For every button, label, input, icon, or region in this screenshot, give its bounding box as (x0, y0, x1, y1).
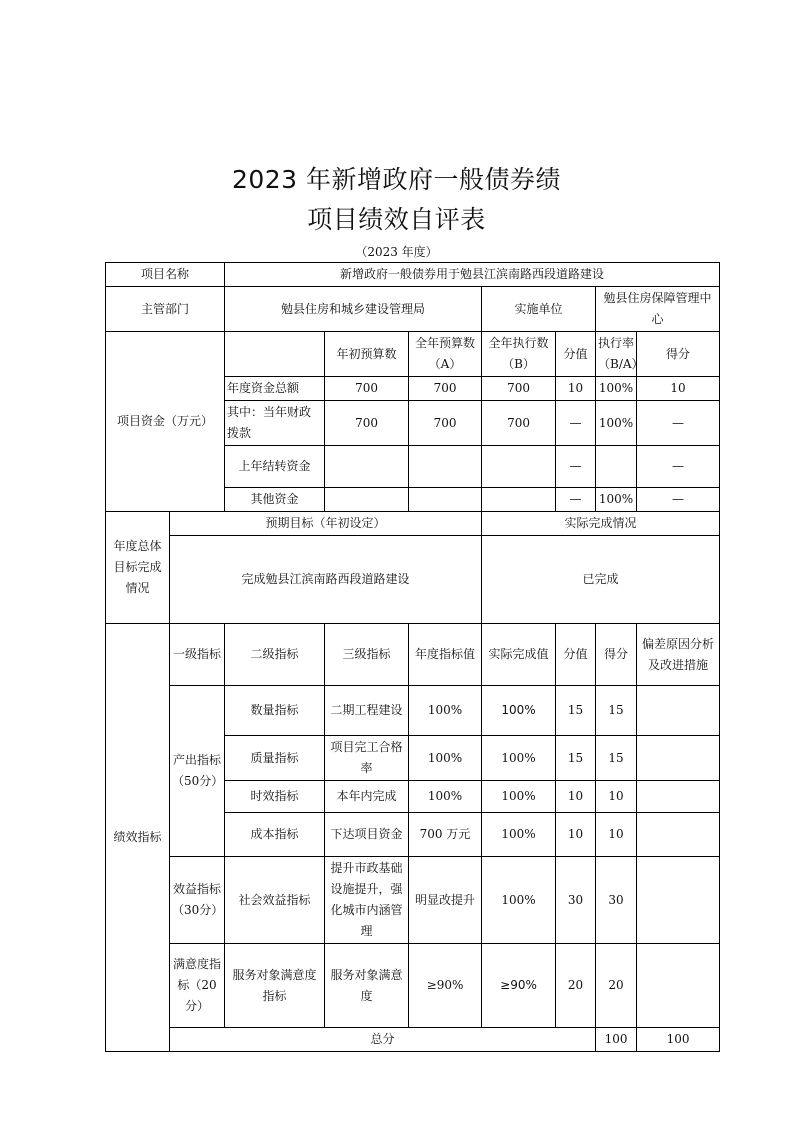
indicator-l2: 服务对象满意度指标 (225, 944, 325, 1028)
indicators-label: 绩效指标 (106, 624, 170, 1052)
indicator-l3: 项目完工合格率 (325, 736, 409, 781)
funds-cell: 700 (409, 401, 482, 446)
funds-header: 年初预算数 (325, 332, 409, 377)
indicator-target: ≥90% (409, 944, 482, 1028)
funds-cell (409, 446, 482, 488)
indicator-score: 15 (556, 686, 596, 736)
indicator-note (637, 857, 720, 944)
funds-cell: 100% (596, 401, 637, 446)
indicator-score: 10 (556, 813, 596, 857)
funds-header: 全年执行数（B） (482, 332, 556, 377)
indicator-actual: 100% (482, 813, 556, 857)
indicator-l3: 提升市政基础设施提升，强化城市内涵管理 (325, 857, 409, 944)
indicator-l2: 时效指标 (225, 781, 325, 813)
indicator-header: 一级指标 (170, 624, 225, 686)
total-label: 总分 (170, 1028, 596, 1052)
goals-label: 年度总体目标完成情况 (106, 512, 170, 624)
indicator-l3: 二期工程建设 (325, 686, 409, 736)
dept-value: 勉县住房和城乡建设管理局 (225, 287, 482, 332)
indicator-actual: ≥90% (482, 944, 556, 1028)
indicator-score: 20 (556, 944, 596, 1028)
funds-cell: — (556, 488, 596, 512)
funds-cell: 100% (596, 377, 637, 401)
indicator-got: 10 (596, 781, 637, 813)
funds-cell (596, 446, 637, 488)
goals-actual-header: 实际完成情况 (482, 512, 720, 536)
total-got: 100 (637, 1028, 720, 1052)
indicator-actual: 100% (482, 781, 556, 813)
indicator-got: 10 (596, 813, 637, 857)
indicator-target: 100% (409, 781, 482, 813)
indicator-l2: 数量指标 (225, 686, 325, 736)
impl-value: 勉县住房保障管理中心 (596, 287, 720, 332)
indicator-target: 100% (409, 736, 482, 781)
funds-cell (482, 488, 556, 512)
indicator-got: 15 (596, 736, 637, 781)
indicator-actual: 100% (482, 857, 556, 944)
indicator-got: 15 (596, 686, 637, 736)
funds-header: 分值 (556, 332, 596, 377)
funds-cell: 700 (482, 377, 556, 401)
indicator-header: 实际完成值 (482, 624, 556, 686)
indicator-note (637, 944, 720, 1028)
indicator-got: 20 (596, 944, 637, 1028)
indicator-level1: 产出指标（50分） (170, 686, 225, 857)
goals-actual-value: 已完成 (482, 536, 720, 624)
funds-header: 执行率（B/A） (596, 332, 637, 377)
indicator-l3: 服务对象满意度 (325, 944, 409, 1028)
funds-row-name: 其他资金 (225, 488, 325, 512)
evaluation-table (105, 262, 720, 1052)
funds-row-name: 年度资金总额 (225, 377, 325, 401)
funds-cell: 700 (482, 401, 556, 446)
funds-row-name: 上年结转资金 (225, 446, 325, 488)
funds-header-blank (225, 332, 325, 377)
indicator-score: 10 (556, 781, 596, 813)
funds-cell (409, 488, 482, 512)
funds-cell: — (637, 401, 720, 446)
indicator-header: 分值 (556, 624, 596, 686)
funds-header: 得分 (637, 332, 720, 377)
project-name-label: 项目名称 (106, 263, 225, 287)
funds-header: 全年预算数（A） (409, 332, 482, 377)
document-title-line2: 项目绩效自评表 (307, 205, 486, 234)
funds-cell: 700 (325, 377, 409, 401)
indicator-score: 30 (556, 857, 596, 944)
indicator-score: 15 (556, 736, 596, 781)
dept-label: 主管部门 (106, 287, 225, 332)
indicator-got: 30 (596, 857, 637, 944)
funds-cell (325, 488, 409, 512)
funds-cell: 10 (556, 377, 596, 401)
indicator-level1: 满意度指标（20分） (170, 944, 225, 1028)
funds-cell: — (556, 401, 596, 446)
impl-label: 实施单位 (482, 287, 596, 332)
funds-cell (325, 446, 409, 488)
funds-cell (482, 446, 556, 488)
funds-cell: — (637, 488, 720, 512)
indicator-note (637, 813, 720, 857)
indicator-l2: 质量指标 (225, 736, 325, 781)
indicator-l2: 成本指标 (225, 813, 325, 857)
funds-cell: — (637, 446, 720, 488)
indicator-l3: 本年内完成 (325, 781, 409, 813)
indicator-actual: 100% (482, 686, 556, 736)
indicator-header: 偏差原因分析及改进措施 (637, 624, 720, 686)
indicator-target: 明显改提升 (409, 857, 482, 944)
indicator-note (637, 736, 720, 781)
goals-expected-value: 完成勉县江滨南路西段道路建设 (170, 536, 482, 624)
indicator-header: 得分 (596, 624, 637, 686)
project-name-value: 新增政府一般债券用于勉县江滨南路西段道路建设 (225, 263, 720, 287)
funds-row-name: 其中：当年财政拨款 (225, 401, 325, 446)
indicator-header: 三级指标 (325, 624, 409, 686)
indicator-header: 年度指标值 (409, 624, 482, 686)
indicator-note (637, 781, 720, 813)
year-label: （2023 年度） (355, 245, 438, 259)
indicator-actual: 100% (482, 736, 556, 781)
indicator-l3: 下达项目资金 (325, 813, 409, 857)
indicator-l2: 社会效益指标 (225, 857, 325, 944)
total-score: 100 (596, 1028, 637, 1052)
funds-cell: 700 (325, 401, 409, 446)
funds-label: 项目资金（万元） (106, 332, 225, 512)
indicator-target: 700 万元 (409, 813, 482, 857)
funds-cell: 100% (596, 488, 637, 512)
indicator-header: 二级指标 (225, 624, 325, 686)
indicator-target: 100% (409, 686, 482, 736)
indicator-level1: 效益指标（30分） (170, 857, 225, 944)
funds-cell: 10 (637, 377, 720, 401)
funds-cell: 700 (409, 377, 482, 401)
goals-expected-header: 预期目标（年初设定） (170, 512, 482, 536)
indicator-note (637, 686, 720, 736)
funds-cell: — (556, 446, 596, 488)
document-title-line1: 2023 年新增政府一般债券绩 (231, 165, 562, 194)
